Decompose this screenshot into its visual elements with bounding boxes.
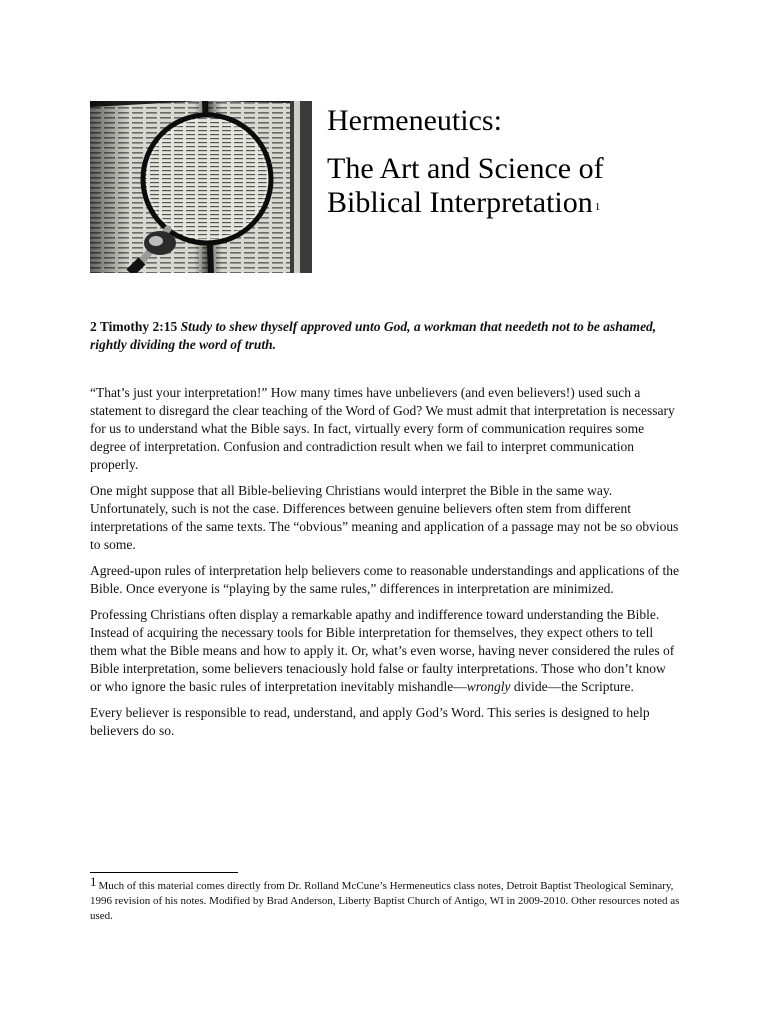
title-line-2: The Art and Science of: [327, 152, 604, 185]
footnote-marker: 1: [594, 201, 601, 213]
paragraph-4-emphasis: wrongly: [466, 679, 511, 694]
title-line-1: Hermeneutics:: [327, 104, 502, 137]
footnote-text: Much of this material comes directly from Dr. Rolland McCune’s Hermeneutics class notes, Detroit Baptist Theological Seminary, 1996 revision of his notes. Modified by Brad Anderson, Liberty Baptist Church of Antigo, WI in 2009-2010. Other resources noted as used.: [90, 880, 680, 922]
paragraph-3: Agreed-upon rules of interpretation help believers come to reasonable understandings and applications of the Bible. Once everyone is “playing by the same rules,” differences in interpretation are minimized.: [90, 563, 679, 596]
magnifying-glass-icon: [90, 101, 312, 273]
title-line-3-text: Biblical Interpretation: [327, 186, 593, 219]
paragraph-4: [90, 606, 680, 696]
paragraph-4-before: Professing Christians often display a remarkable apathy and indifference toward understanding the Bible. Instead of acquiring the necessary tools for Bible interpretation for themselves, they expect others to tell them what the Bible means and how to apply it. Or, what’s even worse, having never considered the rules of Bible interpretation, some believers tenaciously hold false or faulty interpretations. Those who don’t know or who ignore the basic rules of interpretation inevitably mishandle—: [90, 607, 675, 694]
document-title: [327, 104, 727, 226]
paragraph-5: Every believer is responsible to read, understand, and apply God’s Word. This series is designed to help believers do so.: [90, 705, 650, 738]
title-line-3: [327, 186, 727, 226]
paragraph-2: One might suppose that all Bible-believing Christians would interpret the Bible in the same way. Unfortunately, such is not the case. Differences between genuine believers often stem from different interpretations of the same texts. The “obvious” meaning and application of a passage may not be so obvious to some.: [90, 483, 679, 552]
footnote: [90, 874, 690, 924]
footnote-divider: [90, 872, 238, 873]
paragraph-4-after: divide—the Scripture.: [510, 679, 634, 694]
bible-magnifying-glass-image: [90, 101, 312, 273]
verse-text: Study to shew thyself approved unto God, a workman that needeth not to be ashamed, rightly dividing the word of truth.: [90, 319, 657, 352]
body-text: [90, 384, 680, 748]
footnote-number: 1: [90, 874, 97, 889]
verse-reference: 2 Timothy 2:15: [90, 319, 178, 334]
verse-quote: [90, 318, 680, 354]
paragraph-1: “That’s just your interpretation!” How many times have unbelievers (and even believers!) used such a statement to disregard the clear teaching of the Word of God? We must admit that interpretation is necessary for us to understand what the Bible says. In fact, virtually every form of communication requires some degree of interpretation. Confusion and contradiction result when we fail to interpret communication properly.: [90, 385, 675, 472]
